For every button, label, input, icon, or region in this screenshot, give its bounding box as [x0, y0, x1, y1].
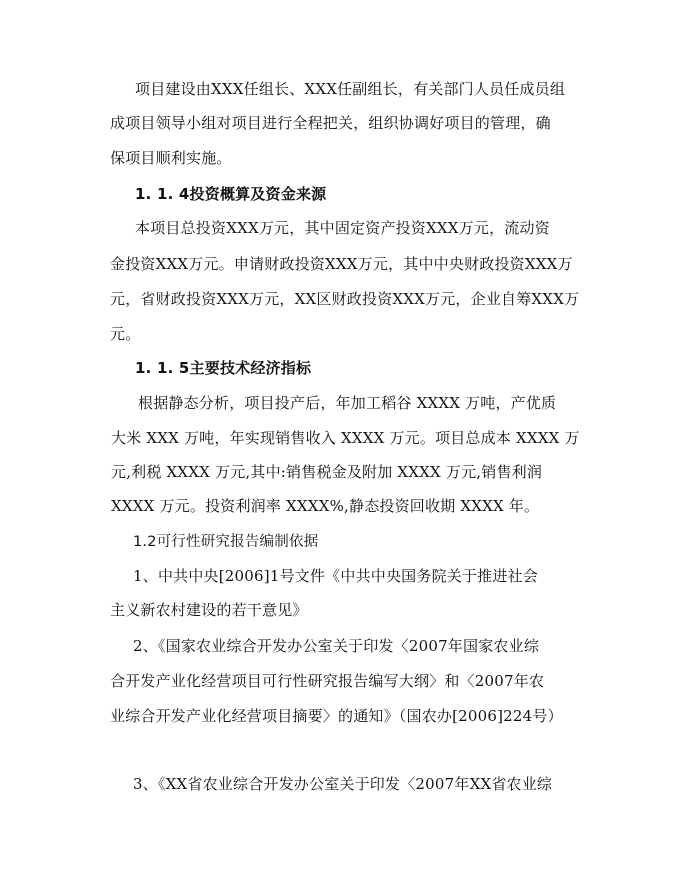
- section-heading: 1.2可行性研究报告编制依据: [133, 534, 319, 550]
- paragraph-line: 元，省财政投资XXX万元，XX区财政投资XXX万元，企业自筹XXX万: [110, 290, 580, 308]
- section-heading: 1. 1. 4投资概算及资金来源: [135, 185, 327, 203]
- paragraph-line: XXXX 万元。投资利润率 XXXX%,静态投资回收期 XXXX 年。: [111, 497, 540, 515]
- list-item-line: 3、《XX省农业综合开发办公室关于印发〈2007年XX省农业综: [133, 775, 553, 793]
- paragraph-line: 元。: [110, 325, 141, 343]
- paragraph-line: 本项目总投资XXX万元，其中固定资产投资XXX万元，流动资: [135, 219, 550, 237]
- list-item-line: 1、中共中央[2006]1号文件《中共中央国务院关于推进社会: [133, 567, 538, 585]
- paragraph-line: 成项目领导小组对项目进行全程把关，组织协调好项目的管理，确: [110, 114, 551, 132]
- list-item-line: 业综合开发产业化经营项目摘要〉的通知》（国农办[2006]224号）: [110, 707, 563, 725]
- paragraph-line: 项目建设由XXX任组长、XXX任副组长，有关部门人员任成员组: [135, 80, 566, 98]
- paragraph-line: 大米 XXX 万吨，年实现销售收入 XXXX 万元。项目总成本 XXXX 万: [111, 429, 580, 447]
- paragraph-line: 元,利税 XXXX 万元,其中:销售税金及附加 XXXX 万元,销售利润: [111, 463, 543, 481]
- paragraph-line: 金投资XXX万元。申请财政投资XXX万元，其中中央财政投资XXX万: [110, 255, 573, 273]
- section-heading: 1. 1. 5主要技术经济指标: [135, 359, 312, 377]
- paragraph-line: 保项目顺利实施。: [110, 149, 232, 167]
- paragraph-line: 根据静态分析，项目投产后，年加工稻谷 XXXX 万吨，产优质: [138, 394, 557, 412]
- list-item-line: 2、《国家农业综合开发办公室关于印发〈2007年国家农业综: [133, 637, 540, 655]
- list-item-line: 合开发产业化经营项目可行性研究报告编写大纲〉和〈2007年农: [110, 672, 545, 690]
- list-item-line: 主义新农村建设的若干意见》: [110, 601, 308, 619]
